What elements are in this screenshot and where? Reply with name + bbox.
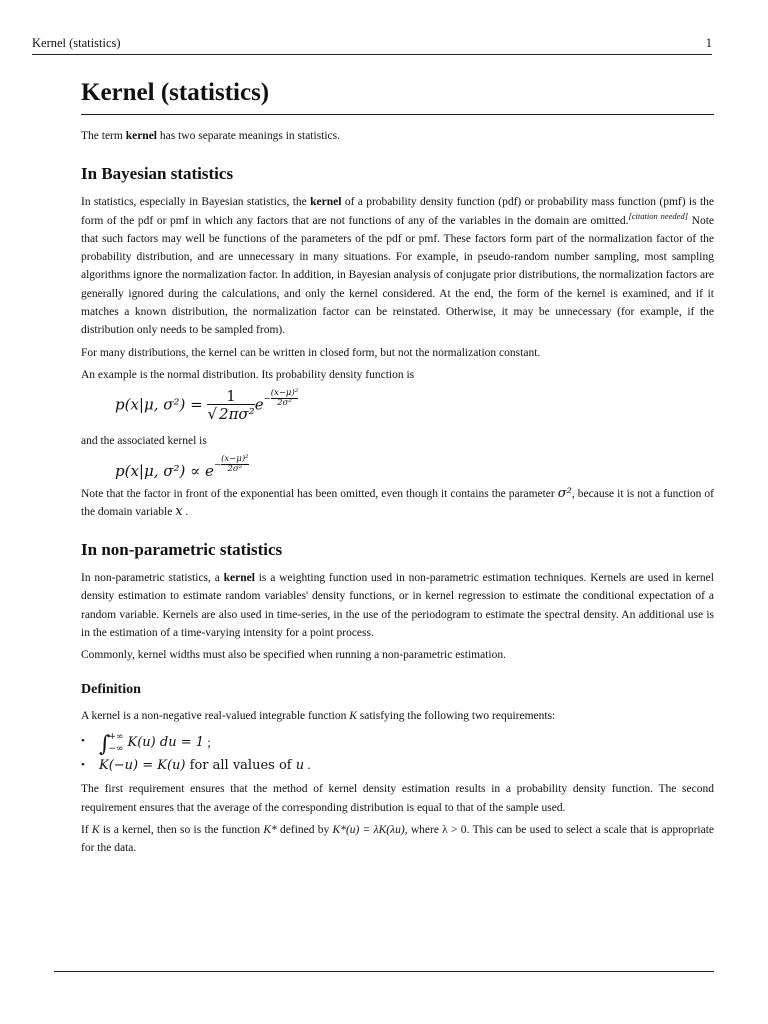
eq2-e: e [205,461,214,480]
eq1-exp-denominator: 2σ² [277,397,292,408]
section-heading-bayesian: In Bayesian statistics [81,164,234,184]
nonparam-paragraph-1 [81,569,714,642]
nonparam-p1-text-b: is a weighting function used in non-parametric estimation techniques. Kernels are used in kernel density estimation to estimate random variables' density functions, or in kernel regression to estimate the conditional expectation of a random variable. Kernels are also used in time-series, in the use of the periodogram to estimate the spectral density. An additional use is in the estimation of a time-varying intensity for a point process. [81,572,714,640]
integral-body: K(u) du = 1 [127,735,204,751]
bayes-paragraph-5 [81,485,714,522]
eq1-fraction [207,388,254,423]
bullet: • [81,734,85,747]
bayes-paragraph-4: and the associated kernel is [81,435,207,448]
bayes-p1-term: kernel [310,196,342,209]
sigma-squared-symbol: σ² [557,485,572,501]
eq2-exp-denominator: 2σ² [227,463,243,474]
requirements-list [81,731,714,777]
requirement-integral [81,731,714,756]
intro-text-end: has two separate meanings in statistics. [157,130,341,142]
eq1-lhs: p(x|μ, σ²) = [115,395,208,414]
bullet: • [81,759,85,772]
section-heading-definition: Definition [81,681,141,697]
symmetry-var: u [295,758,305,774]
bayes-p1-text-c: Note that such factors may well be functions of the parameters of the pdf or pmf. These factors form part of the normalization factor of the probability distribution, and are unnecessary in many situations. For example, in pseudo-random number sampling, most sampling algorithms ignore the normalization factor. In addition, in Bayesian analysis of conjugate prior distributions, the normalization factors are generally ignored during the calculations, and only the kernel considered. At the end, the form of the kernel is examined, and if it matches a known distribution, the normalization factor can be reinstated. Otherwise, it may be unnecessary (for example, if the distribution only needs to be sampled from). [81,214,714,337]
bayes-paragraph-3: An example is the normal distribution. Its probability density function is [81,368,415,381]
eq1-exponent [264,389,299,408]
bayes-p5-text-c: . [182,505,189,518]
running-title: Kernel (statistics) [32,36,121,50]
bayes-p1-text-a: In statistics, especially in Bayesian statistics, the [81,196,311,209]
def-p3-kstar: K* [263,824,277,837]
def-p3-text-b: is a kernel, then so is the function [99,824,264,837]
def-p1-k: K [349,709,357,722]
integral-lower-limit: −∞ [108,743,124,754]
nonparam-p1-term: kernel [223,572,255,585]
integral-upper-limit: +∞ [108,731,124,742]
eq1-e: e [254,395,264,414]
intro-text: The term [81,130,126,142]
def-p1-text-a: A kernel is a non-negative real-valued integrable function [81,709,350,722]
req1-tail: ; [204,734,211,750]
def-p3-text-a: If [81,824,92,837]
def-p3-text-d: , where λ > 0. This can be used to select a scale that is appropriate for the data. [81,824,715,855]
eq2-exponent [214,455,249,474]
nonparam-p1-text-a: In non-parametric statistics, a [81,572,224,585]
bayes-p1-text-b: of a probability density function (pdf) or probability mass function (pmf) is the form of the pdf or pmf in which any factors that are not functions of any of the variables in the domain are omitted. [81,196,715,227]
eq1-exp-sign: − [263,393,271,404]
def-p3-formula: K*(u) = λK(λu) [332,824,405,837]
requirement-symmetry [81,755,714,776]
req2-tail: . [304,757,311,773]
eq2-exp-numerator: (x−μ)² [221,453,249,464]
article-body [81,74,714,862]
integral-sign: ∫ [99,732,111,758]
eq1-exp-numerator: (x−μ)² [270,387,299,398]
page-number: 1 [705,36,712,50]
symmetry-expression: K(−u) = K(u) [99,758,186,774]
def-p3-k: K [91,824,100,837]
def-p1-text-b: satisfying the following two requirements: [356,709,556,722]
definition-paragraph-1 [81,707,714,725]
bayes-paragraph-1 [81,193,714,339]
running-header [32,34,712,55]
eq1-numerator: 1 [207,388,254,405]
intro-term: kernel [125,130,158,142]
intro-paragraph [81,127,714,145]
page-title: Kernel (statistics) [81,74,714,115]
symmetry-words: for all values of [185,758,296,774]
normal-pdf-equation [115,388,714,430]
kernel-equation [115,455,714,483]
sqrt-symbol: √ [207,405,218,424]
citation-needed: [citation needed] [628,210,689,221]
eq2-lhs: p(x|μ, σ²) ∝ [115,461,206,480]
eq1-denominator: 2πσ² [219,405,255,424]
integral-expression [99,731,204,758]
bayes-p5-text-a: Note that the factor in front of the exponential has been omitted, even though it contains the parameter [81,487,558,500]
definition-paragraph-3 [81,821,714,858]
footer-rule [54,971,714,972]
bayes-paragraph-2: For many distributions, the kernel can be written in closed form, but not the normalization constant. [81,346,541,359]
section-heading-nonparametric: In non-parametric statistics [81,540,283,560]
def-p3-text-c: defined by [276,824,333,837]
x-symbol: x [175,503,183,519]
nonparam-paragraph-2: Commonly, kernel widths must also be specified when running a non-parametric estimation. [81,649,506,662]
bayes-p5-text-b: , because it is not a function of the domain variable [81,487,715,518]
eq2-exp-sign: − [213,459,222,470]
definition-paragraph-2: The first requirement ensures that the method of kernel density estimation results in a probability density function. The second requirement ensures that the average of the corresponding distribution is equal to that of the sample used. [81,783,714,814]
